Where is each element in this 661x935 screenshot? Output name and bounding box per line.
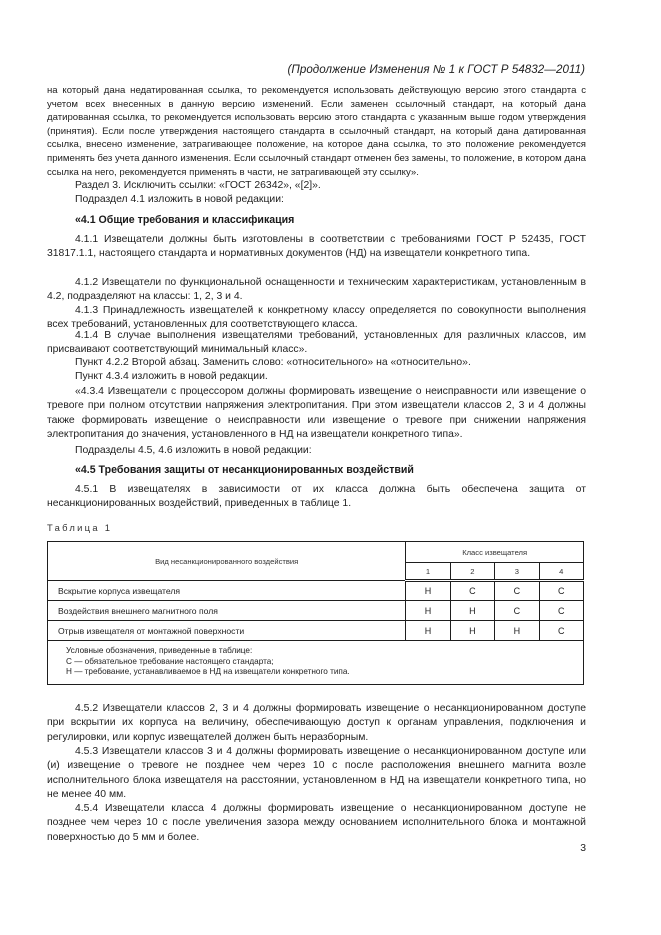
notes-line: С — обязательное требование настоящего стандарта; — [66, 656, 274, 666]
paragraph-4-5-1: 4.5.1 В извещателях в зависимости от их класса должна быть обеспечена защита от несанкционированных воздействий, приведенных в таблице 1. — [47, 484, 586, 510]
paragraph-4-1-2: 4.1.2 Извещатели по функциональной оснащенности и техническим характеристикам, установленным в 4.2, подразделяют на классы: 1, 2, 3 и 4. — [47, 277, 586, 303]
intro-paragraph: на который дана недатированная ссылка, то рекомендуется использовать действующую версию этого стандарта с учетом всех внесенных в данную версию изменений. Если заменен ссылочный стандарт, на который дана датированная ссылка, то рекомендуется использовать версию этого стандарта с указанным выше годом утверждения (принятия). Если после утверждения настоящего стандарта в ссылочный стандарт, на который дана датированная ссылка, внесено изменение, затрагивающее положение, на которое дана ссылка, то это положение рекомендуется применять без учета данного изменения. Если ссылочный стандарт отменен без замены, то положение, в котором дана ссылка на него, рекомендуется применять в части, не затрагивающей эту ссылку». — [47, 85, 586, 178]
paragraph-4-1-4: 4.1.4 В случае выполнения извещателями требований, установленных для различных классов, им присваивают соответствующий минимальный класс». — [47, 330, 586, 356]
cell-value: Н — [406, 601, 450, 621]
cell-value: Н — [495, 621, 539, 641]
page-number: 3 — [580, 843, 586, 854]
cell-value: С — [450, 581, 494, 601]
notes-line: Н — требование, устанавливаемое в НД на извещатели конкретного типа. — [66, 667, 350, 677]
paragraph-4-5-4: 4.5.4 Извещатели класса 4 должны формировать извещение о несанкционированном доступе не позднее чем через 10 с после увеличения зазора между основанием исполнительного блока и монтажной поверхностью до 5 мм и более. — [47, 803, 586, 843]
instruction-section-3: Раздел 3. Исключить ссылки: «ГОСТ 26342», «[2]». — [75, 180, 321, 191]
heading-4-5: «4.5 Требования защиты от несанкционированных воздействий — [75, 464, 414, 476]
amendment-4-5-4-6-intro: Подразделы 4.5, 4.6 изложить в новой редакции: — [75, 445, 312, 456]
column-header-class-4: 4 — [539, 563, 583, 581]
column-header-class-1: 1 — [406, 563, 450, 581]
paragraph-4-1-3: 4.1.3 Принадлежность извещателей к конкретному классу определяется по совокупности выполнения всех требований, установленных для соответствующего класса. — [47, 305, 586, 331]
cell-value: С — [539, 601, 583, 621]
column-header-class-3: 3 — [495, 563, 539, 581]
paragraph-4-1-1: 4.1.1 Извещатели должны быть изготовлены в соответствии с требованиями ГОСТ Р 52435, ГОСТ 31817.1.1, настоящего стандарта и нормативных документов (НД) на извещатели конкретного типа. — [47, 234, 586, 260]
instruction-subsection-4-1: Подраздел 4.1 изложить в новой редакции: — [75, 194, 284, 205]
table-row — [48, 601, 584, 621]
amendment-4-3-4-intro: Пункт 4.3.4 изложить в новой редакции. — [75, 371, 268, 382]
table-notes — [48, 641, 584, 685]
paragraph-4-3-4: «4.3.4 Извещатели с процессором должны формировать извещение о неисправности или извещение о тревоге при полном отсутствии напряжения электропитания. При этом извещатели классов 2, 3 и 4 должны также формировать извещение о неисправности или извещение о тревоге при снижении напряжения электропитания до значения, установленного в НД на извещатели конкретного типа». — [47, 386, 586, 441]
cell-value: Н — [450, 601, 494, 621]
cell-value: Н — [406, 621, 450, 641]
cell-value: С — [495, 581, 539, 601]
requirements-table — [47, 541, 584, 685]
row-label: Воздействия внешнего магнитного поля — [48, 601, 406, 621]
table-row — [48, 621, 584, 641]
table-notes-row — [48, 641, 584, 685]
cell-value: Н — [450, 621, 494, 641]
table-row — [48, 581, 584, 601]
paragraph-4-5-3: 4.5.3 Извещатели классов 3 и 4 должны формировать извещение о несанкционированном доступе или (и) извещение о тревоге не позднее чем через 10 с после расположения внешнего магнита возле исполнительного блока извещателя на расстоянии, установленном в НД на извещатели конкретного типа, но не менее 40 мм. — [47, 746, 586, 801]
table-header-row — [48, 542, 584, 563]
cell-value: Н — [406, 581, 450, 601]
cell-value: С — [495, 601, 539, 621]
heading-4-1: «4.1 Общие требования и классификация — [75, 214, 295, 226]
amendment-4-2-2: Пункт 4.2.2 Второй абзац. Заменить слово: «относительного» на «относительно». — [75, 357, 471, 368]
column-header-class-2: 2 — [450, 563, 494, 581]
row-label: Отрыв извещателя от монтажной поверхности — [48, 621, 406, 641]
column-header-class: Класс извещателя — [406, 542, 584, 563]
table-caption: Таблица 1 — [47, 522, 113, 533]
column-header-kind: Вид несанкционированного воздействия — [48, 542, 406, 581]
row-label: Вскрытие корпуса извещателя — [48, 581, 406, 601]
cell-value: С — [539, 621, 583, 641]
notes-line: Условные обозначения, приведенные в таблице: — [66, 646, 253, 655]
paragraph-4-5-2: 4.5.2 Извещатели классов 2, 3 и 4 должны формировать извещение о несанкционированном доступе при вскрытии их корпуса на величину, обеспечивающую доступ к органам управления, подключения и регулировки, или корпус извещателей должен быть неразборным. — [47, 703, 586, 743]
running-header: (Продолжение Изменения № 1 к ГОСТ Р 54832—2011) — [287, 63, 585, 76]
cell-value: С — [539, 581, 583, 601]
